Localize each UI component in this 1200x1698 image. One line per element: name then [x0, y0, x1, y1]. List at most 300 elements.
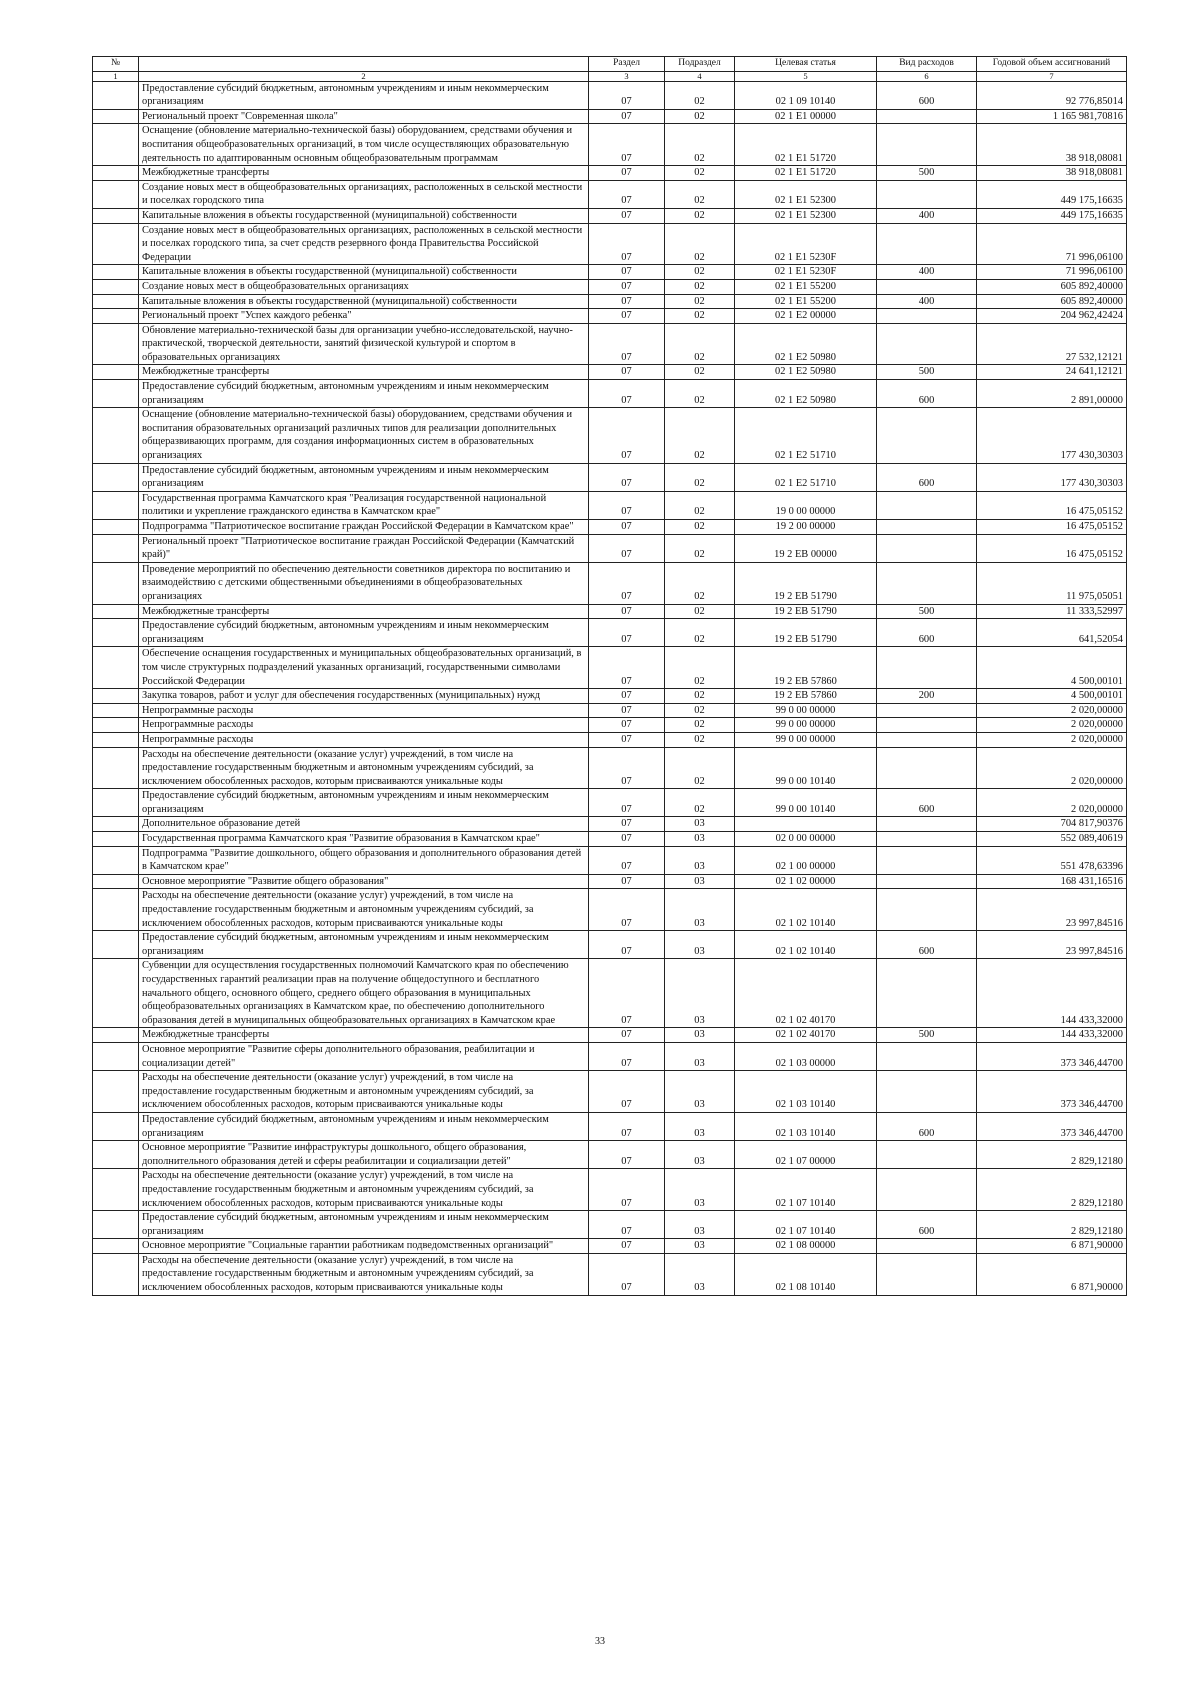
cell-statya: 02 1 E2 00000: [735, 309, 877, 324]
cell-no: [93, 789, 139, 817]
table-row: [93, 81, 1127, 109]
cell-name: Государственная программа Камчатского края "Реализация государственной национальной политики и укрепление гражданского единства в Камчатском крае": [139, 491, 589, 519]
cell-no: [93, 832, 139, 847]
cell-podrazdel: 02: [665, 619, 735, 647]
cell-name: Основное мероприятие "Социальные гарантии работникам подведомственных организаций": [139, 1239, 589, 1254]
cell-razdel: 07: [589, 534, 665, 562]
cell-podrazdel: 02: [665, 562, 735, 604]
cell-razdel: 07: [589, 1112, 665, 1140]
cell-no: [93, 208, 139, 223]
cell-no: [93, 124, 139, 166]
cell-statya: 02 1 E2 50980: [735, 323, 877, 365]
cell-sum: 2 020,00000: [977, 718, 1127, 733]
cell-name: Предоставление субсидий бюджетным, автономным учреждениям и иным некоммерческим организациям: [139, 931, 589, 959]
cell-name: Непрограммные расходы: [139, 732, 589, 747]
cell-no: [93, 959, 139, 1028]
cell-vid: [877, 124, 977, 166]
table-row: [93, 323, 1127, 365]
cell-no: [93, 718, 139, 733]
cell-vid: [877, 180, 977, 208]
cell-vid: 500: [877, 1028, 977, 1043]
col-number: 3: [589, 71, 665, 81]
cell-razdel: 07: [589, 309, 665, 324]
cell-no: [93, 279, 139, 294]
cell-sum: 552 089,40619: [977, 832, 1127, 847]
cell-sum: 204 962,42424: [977, 309, 1127, 324]
cell-no: [93, 223, 139, 265]
table-row: [93, 1071, 1127, 1113]
cell-statya: 02 1 E1 52300: [735, 180, 877, 208]
table-row: [93, 1253, 1127, 1295]
cell-name: Оснащение (обновление материально-технической базы) оборудованием, средствами обучения и воспитания образовательных организаций различных типов для реализации дополнительных общеразвивающих программ, для создания информационных систем в образовательных организациях: [139, 408, 589, 463]
cell-podrazdel: 03: [665, 1169, 735, 1211]
cell-name: Непрограммные расходы: [139, 703, 589, 718]
cell-razdel: 07: [589, 732, 665, 747]
cell-no: [93, 846, 139, 874]
cell-name: Проведение мероприятий по обеспечению деятельности советников директора по воспитанию и взаимодействию с детскими общественными объединениями в общеобразовательных организациях: [139, 562, 589, 604]
cell-no: [93, 265, 139, 280]
cell-statya: 02 1 02 40170: [735, 959, 877, 1028]
cell-name: Расходы на обеспечение деятельности (оказание услуг) учреждений, в том числе на предоставление государственным бюджетным и автономным учреждениям субсидий, за исключением обособленных расходов, которым присваиваются уникальные коды: [139, 747, 589, 789]
table-header-row: [93, 57, 1127, 72]
cell-statya: 99 0 00 00000: [735, 732, 877, 747]
cell-sum: 2 829,12180: [977, 1141, 1127, 1169]
cell-name: Обновление материально-технической базы для организации учебно-исследовательской, научно-практической, творческой деятельности, занятий физической культурой и спортом в образовательных организациях: [139, 323, 589, 365]
cell-name: Межбюджетные трансферты: [139, 365, 589, 380]
cell-sum: 641,52054: [977, 619, 1127, 647]
cell-no: [93, 604, 139, 619]
cell-statya: 02 1 07 00000: [735, 1141, 877, 1169]
cell-sum: 449 175,16635: [977, 208, 1127, 223]
table-row: [93, 647, 1127, 689]
cell-vid: 600: [877, 931, 977, 959]
cell-vid: [877, 1253, 977, 1295]
cell-statya: 02 1 E1 00000: [735, 109, 877, 124]
cell-vid: [877, 846, 977, 874]
cell-no: [93, 294, 139, 309]
cell-name: Подпрограмма "Развитие дошкольного, общего образования и дополнительного образования детей в Камчатском крае": [139, 846, 589, 874]
cell-no: [93, 747, 139, 789]
table-row: [93, 1169, 1127, 1211]
cell-sum: 92 776,85014: [977, 81, 1127, 109]
cell-vid: [877, 1169, 977, 1211]
cell-sum: 27 532,12121: [977, 323, 1127, 365]
cell-statya: 19 2 EB 51790: [735, 562, 877, 604]
cell-podrazdel: 02: [665, 520, 735, 535]
table-row: [93, 1239, 1127, 1254]
table-row: [93, 166, 1127, 181]
cell-name: Региональный проект "Патриотическое воспитание граждан Российской Федерации (Камчатский край)": [139, 534, 589, 562]
cell-podrazdel: 03: [665, 817, 735, 832]
cell-name: Предоставление субсидий бюджетным, автономным учреждениям и иным некоммерческим организациям: [139, 1211, 589, 1239]
cell-vid: [877, 323, 977, 365]
cell-no: [93, 408, 139, 463]
cell-name: Создание новых мест в общеобразовательных организациях, расположенных в сельской местности и поселках городского типа, за счет средств резервного фонда Правительства Российской Федерации: [139, 223, 589, 265]
cell-sum: 11 975,05051: [977, 562, 1127, 604]
cell-razdel: 07: [589, 265, 665, 280]
cell-statya: 02 1 08 10140: [735, 1253, 877, 1295]
cell-sum: 71 996,06100: [977, 265, 1127, 280]
cell-razdel: 07: [589, 846, 665, 874]
cell-statya: 19 2 00 00000: [735, 520, 877, 535]
cell-sum: 4 500,00101: [977, 689, 1127, 704]
cell-no: [93, 491, 139, 519]
cell-statya: 02 1 E1 51720: [735, 124, 877, 166]
col-header-vid: Вид расходов: [877, 57, 977, 72]
cell-vid: [877, 889, 977, 931]
cell-sum: 177 430,30303: [977, 463, 1127, 491]
cell-statya: 19 2 EB 57860: [735, 689, 877, 704]
cell-no: [93, 1112, 139, 1140]
cell-no: [93, 180, 139, 208]
cell-sum: 144 433,32000: [977, 1028, 1127, 1043]
cell-statya: 02 1 03 00000: [735, 1042, 877, 1070]
cell-statya: 02 1 E1 52300: [735, 208, 877, 223]
cell-vid: [877, 1239, 977, 1254]
cell-podrazdel: 02: [665, 365, 735, 380]
cell-vid: [877, 1141, 977, 1169]
cell-razdel: 07: [589, 208, 665, 223]
table-row: [93, 223, 1127, 265]
table-row: [93, 703, 1127, 718]
table-row: [93, 1028, 1127, 1043]
cell-sum: 373 346,44700: [977, 1042, 1127, 1070]
cell-name: Региональный проект "Современная школа": [139, 109, 589, 124]
cell-no: [93, 1042, 139, 1070]
cell-vid: [877, 520, 977, 535]
cell-podrazdel: 03: [665, 832, 735, 847]
cell-vid: 200: [877, 689, 977, 704]
cell-statya: 02 0 00 00000: [735, 832, 877, 847]
table-row: [93, 294, 1127, 309]
cell-razdel: 07: [589, 931, 665, 959]
cell-razdel: 07: [589, 562, 665, 604]
table-row: [93, 265, 1127, 280]
col-header-razdel: Раздел: [589, 57, 665, 72]
cell-vid: [877, 1042, 977, 1070]
cell-no: [93, 1211, 139, 1239]
cell-razdel: 07: [589, 747, 665, 789]
cell-razdel: 07: [589, 1211, 665, 1239]
cell-vid: [877, 109, 977, 124]
cell-razdel: 07: [589, 109, 665, 124]
cell-sum: 11 333,52997: [977, 604, 1127, 619]
cell-name: Основное мероприятие "Развитие общего образования": [139, 874, 589, 889]
table-row: [93, 817, 1127, 832]
cell-statya: 02 1 03 10140: [735, 1112, 877, 1140]
cell-no: [93, 380, 139, 408]
cell-sum: 144 433,32000: [977, 959, 1127, 1028]
cell-name: Капитальные вложения в объекты государственной (муниципальной) собственности: [139, 294, 589, 309]
cell-no: [93, 365, 139, 380]
cell-vid: [877, 703, 977, 718]
cell-name: Обеспечение оснащения государственных и муниципальных общеобразовательных организаций, в том числе структурных подразделений указанных организаций, государственными символами Российской Федерации: [139, 647, 589, 689]
cell-name: Государственная программа Камчатского края "Развитие образования в Камчатском крае": [139, 832, 589, 847]
cell-podrazdel: 02: [665, 323, 735, 365]
col-number: 4: [665, 71, 735, 81]
cell-name: Расходы на обеспечение деятельности (оказание услуг) учреждений, в том числе на предоставление государственным бюджетным и автономным учреждениям субсидий, за исключением обособленных расходов, которым присваиваются уникальные коды: [139, 1071, 589, 1113]
cell-no: [93, 732, 139, 747]
cell-sum: 24 641,12121: [977, 365, 1127, 380]
table-row: [93, 562, 1127, 604]
cell-sum: 551 478,63396: [977, 846, 1127, 874]
cell-name: Предоставление субсидий бюджетным, автономным учреждениям и иным некоммерческим организациям: [139, 463, 589, 491]
cell-statya: 19 2 EB 51790: [735, 604, 877, 619]
cell-statya: 19 2 EB 51790: [735, 619, 877, 647]
cell-razdel: 07: [589, 124, 665, 166]
cell-sum: 1 165 981,70816: [977, 109, 1127, 124]
cell-statya: 02 1 02 10140: [735, 931, 877, 959]
cell-statya: 99 0 00 10140: [735, 789, 877, 817]
col-header-statya: Целевая статья: [735, 57, 877, 72]
cell-statya: 02 1 09 10140: [735, 81, 877, 109]
cell-razdel: 07: [589, 180, 665, 208]
col-number: 5: [735, 71, 877, 81]
cell-sum: 38 918,08081: [977, 166, 1127, 181]
cell-no: [93, 931, 139, 959]
col-number: 1: [93, 71, 139, 81]
table-row: [93, 931, 1127, 959]
cell-vid: [877, 718, 977, 733]
cell-vid: 600: [877, 619, 977, 647]
cell-sum: 373 346,44700: [977, 1112, 1127, 1140]
cell-vid: 400: [877, 265, 977, 280]
cell-podrazdel: 02: [665, 124, 735, 166]
table-row: [93, 1211, 1127, 1239]
cell-vid: 600: [877, 1112, 977, 1140]
table-row: [93, 1112, 1127, 1140]
cell-vid: 600: [877, 463, 977, 491]
table-row: [93, 732, 1127, 747]
cell-razdel: 07: [589, 647, 665, 689]
cell-vid: [877, 959, 977, 1028]
table-row: [93, 124, 1127, 166]
col-number: 2: [139, 71, 589, 81]
cell-statya: 02 1 E2 50980: [735, 365, 877, 380]
cell-name: Предоставление субсидий бюджетным, автономным учреждениям и иным некоммерческим организациям: [139, 81, 589, 109]
cell-no: [93, 703, 139, 718]
cell-vid: [877, 408, 977, 463]
cell-no: [93, 1141, 139, 1169]
cell-statya: 99 0 00 10140: [735, 747, 877, 789]
cell-podrazdel: 02: [665, 463, 735, 491]
cell-podrazdel: 02: [665, 534, 735, 562]
cell-podrazdel: 02: [665, 265, 735, 280]
cell-name: Межбюджетные трансферты: [139, 166, 589, 181]
cell-razdel: 07: [589, 874, 665, 889]
cell-razdel: 07: [589, 718, 665, 733]
cell-statya: 02 1 E1 55200: [735, 294, 877, 309]
cell-name: Субвенции для осуществления государственных полномочий Камчатского края по обеспечению государственных гарантий реализации прав на получение общедоступного и бесплатного начального общего, основного общего, среднего общего образования в муниципальных общеобразовательных организациях в Камчатском крае, по обеспечению дополнительного образования детей в муниципальных общеобразовательных организациях в Камчатском крае: [139, 959, 589, 1028]
cell-razdel: 07: [589, 959, 665, 1028]
cell-podrazdel: 02: [665, 718, 735, 733]
cell-razdel: 07: [589, 703, 665, 718]
table-row: [93, 874, 1127, 889]
cell-name: Расходы на обеспечение деятельности (оказание услуг) учреждений, в том числе на предоставление государственным бюджетным и автономным учреждениям субсидий, за исключением обособленных расходов, которым присваиваются уникальные коды: [139, 1253, 589, 1295]
col-number: 6: [877, 71, 977, 81]
cell-name: Основное мероприятие "Развитие сферы дополнительного образования, реабилитации и социализации детей": [139, 1042, 589, 1070]
cell-statya: 02 1 E2 50980: [735, 380, 877, 408]
cell-vid: [877, 732, 977, 747]
cell-podrazdel: 02: [665, 109, 735, 124]
cell-vid: [877, 832, 977, 847]
cell-razdel: 07: [589, 520, 665, 535]
cell-no: [93, 619, 139, 647]
cell-podrazdel: 02: [665, 81, 735, 109]
cell-statya: 02 1 08 00000: [735, 1239, 877, 1254]
cell-statya: 02 1 E2 51710: [735, 408, 877, 463]
cell-name: Капитальные вложения в объекты государственной (муниципальной) собственности: [139, 265, 589, 280]
cell-name: Подпрограмма "Патриотическое воспитание граждан Российской Федерации в Камчатском крае": [139, 520, 589, 535]
cell-name: Оснащение (обновление материально-технической базы) оборудованием, средствами обучения и воспитания общеобразовательных организаций, в том числе осуществляющих образовательную деятельность по адаптированным основным общеобразовательным программам: [139, 124, 589, 166]
col-number: 7: [977, 71, 1127, 81]
table-row: [93, 889, 1127, 931]
cell-name: Закупка товаров, работ и услуг для обеспечения государственных (муниципальных) нужд: [139, 689, 589, 704]
table-row: [93, 619, 1127, 647]
cell-podrazdel: 02: [665, 208, 735, 223]
cell-statya: 19 0 00 00000: [735, 491, 877, 519]
cell-razdel: 07: [589, 323, 665, 365]
cell-sum: 373 346,44700: [977, 1071, 1127, 1113]
cell-razdel: 07: [589, 166, 665, 181]
cell-statya: [735, 817, 877, 832]
cell-statya: 02 1 07 10140: [735, 1211, 877, 1239]
cell-statya: 02 1 03 10140: [735, 1071, 877, 1113]
table-row: [93, 279, 1127, 294]
cell-podrazdel: 03: [665, 1141, 735, 1169]
cell-name: Предоставление субсидий бюджетным, автономным учреждениям и иным некоммерческим организациям: [139, 789, 589, 817]
cell-vid: 600: [877, 81, 977, 109]
table-row: [93, 309, 1127, 324]
cell-vid: [877, 534, 977, 562]
cell-razdel: 07: [589, 1141, 665, 1169]
cell-sum: 704 817,90376: [977, 817, 1127, 832]
cell-podrazdel: 03: [665, 1028, 735, 1043]
col-header-name: [139, 57, 589, 72]
table-row: [93, 408, 1127, 463]
cell-statya: 19 2 EB 57860: [735, 647, 877, 689]
cell-name: Расходы на обеспечение деятельности (оказание услуг) учреждений, в том числе на предоставление государственным бюджетным и автономным учреждениям субсидий, за исключением обособленных расходов, которым присваиваются уникальные коды: [139, 1169, 589, 1211]
cell-vid: [877, 874, 977, 889]
cell-sum: 2 829,12180: [977, 1211, 1127, 1239]
table-row: [93, 491, 1127, 519]
cell-name: Основное мероприятие "Развитие инфраструктуры дошкольного, общего образования, дополнительного образования детей и сферы реабилитации и социализации детей": [139, 1141, 589, 1169]
cell-name: Межбюджетные трансферты: [139, 604, 589, 619]
table-row: [93, 959, 1127, 1028]
cell-podrazdel: 03: [665, 1042, 735, 1070]
cell-vid: 600: [877, 789, 977, 817]
cell-no: [93, 1239, 139, 1254]
cell-podrazdel: 03: [665, 931, 735, 959]
cell-podrazdel: 02: [665, 380, 735, 408]
cell-razdel: 07: [589, 491, 665, 519]
cell-sum: 16 475,05152: [977, 491, 1127, 519]
cell-no: [93, 1028, 139, 1043]
cell-name: Расходы на обеспечение деятельности (оказание услуг) учреждений, в том числе на предоставление государственным бюджетным и автономным учреждениям субсидий, за исключением обособленных расходов, которым присваиваются уникальные коды: [139, 889, 589, 931]
cell-vid: [877, 309, 977, 324]
table-row: [93, 463, 1127, 491]
cell-statya: 02 1 02 10140: [735, 889, 877, 931]
cell-name: Капитальные вложения в объекты государственной (муниципальной) собственности: [139, 208, 589, 223]
table-row: [93, 789, 1127, 817]
table-row: [93, 832, 1127, 847]
col-header-no: №: [93, 57, 139, 72]
cell-name: Межбюджетные трансферты: [139, 1028, 589, 1043]
cell-sum: 2 020,00000: [977, 747, 1127, 789]
cell-no: [93, 520, 139, 535]
table-row: [93, 380, 1127, 408]
cell-vid: [877, 491, 977, 519]
cell-statya: 99 0 00 00000: [735, 703, 877, 718]
cell-podrazdel: 03: [665, 874, 735, 889]
cell-podrazdel: 02: [665, 279, 735, 294]
cell-vid: [877, 562, 977, 604]
cell-podrazdel: 03: [665, 1071, 735, 1113]
cell-razdel: 07: [589, 1169, 665, 1211]
cell-vid: 500: [877, 365, 977, 380]
cell-vid: 600: [877, 380, 977, 408]
cell-no: [93, 817, 139, 832]
cell-no: [93, 889, 139, 931]
cell-razdel: 07: [589, 1239, 665, 1254]
cell-podrazdel: 02: [665, 604, 735, 619]
cell-razdel: 07: [589, 619, 665, 647]
cell-razdel: 07: [589, 689, 665, 704]
table-row: [93, 1141, 1127, 1169]
cell-name: Создание новых мест в общеобразовательных организациях: [139, 279, 589, 294]
cell-razdel: 07: [589, 789, 665, 817]
cell-vid: [877, 817, 977, 832]
cell-podrazdel: 03: [665, 846, 735, 874]
col-header-podrazdel: Подраздел: [665, 57, 735, 72]
cell-no: [93, 562, 139, 604]
cell-sum: 71 996,06100: [977, 223, 1127, 265]
cell-no: [93, 323, 139, 365]
cell-no: [93, 647, 139, 689]
cell-no: [93, 1071, 139, 1113]
table-row: [93, 520, 1127, 535]
cell-no: [93, 463, 139, 491]
table-row: [93, 689, 1127, 704]
cell-podrazdel: 03: [665, 1112, 735, 1140]
cell-podrazdel: 02: [665, 408, 735, 463]
cell-sum: 16 475,05152: [977, 520, 1127, 535]
cell-no: [93, 81, 139, 109]
cell-razdel: 07: [589, 294, 665, 309]
cell-statya: 02 1 02 40170: [735, 1028, 877, 1043]
cell-statya: 02 1 02 00000: [735, 874, 877, 889]
cell-podrazdel: 02: [665, 294, 735, 309]
cell-no: [93, 1253, 139, 1295]
cell-sum: 2 891,00000: [977, 380, 1127, 408]
table-body: [93, 81, 1127, 1295]
cell-podrazdel: 02: [665, 789, 735, 817]
cell-vid: [877, 279, 977, 294]
cell-statya: 02 1 E1 5230F: [735, 223, 877, 265]
cell-vid: [877, 223, 977, 265]
cell-sum: 16 475,05152: [977, 534, 1127, 562]
cell-vid: [877, 747, 977, 789]
cell-razdel: 07: [589, 817, 665, 832]
cell-sum: 4 500,00101: [977, 647, 1127, 689]
cell-razdel: 07: [589, 81, 665, 109]
cell-statya: 02 1 E1 5230F: [735, 265, 877, 280]
cell-name: Создание новых мест в общеобразовательных организациях, расположенных в сельской местности и поселках городского типа: [139, 180, 589, 208]
cell-razdel: 07: [589, 223, 665, 265]
cell-statya: 19 2 EB 00000: [735, 534, 877, 562]
cell-sum: 2 020,00000: [977, 703, 1127, 718]
cell-sum: 38 918,08081: [977, 124, 1127, 166]
